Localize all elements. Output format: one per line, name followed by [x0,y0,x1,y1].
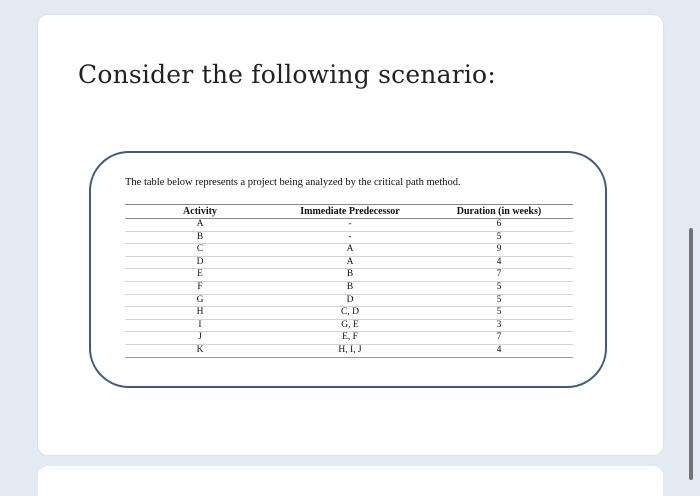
table-row [125,281,573,294]
predecessor-cell: H, I, J [275,344,425,357]
predecessor-cell: - [275,231,425,244]
table-row [125,219,573,232]
column-header-predecessor: Immediate Predecessor [275,205,425,219]
duration-cell: 3 [425,319,573,332]
next-card [38,466,663,496]
activity-cell: G [125,294,275,307]
predecessor-cell: - [275,219,425,232]
duration-cell: 4 [425,256,573,269]
table-row [125,332,573,345]
table-row [125,344,573,357]
activity-cell: K [125,344,275,357]
duration-cell: 9 [425,244,573,257]
duration-cell: 4 [425,344,573,357]
duration-cell: 6 [425,219,573,232]
duration-cell: 7 [425,332,573,345]
activity-cell: H [125,307,275,320]
figure-caption: The table below represents a project being analyzed by the critical path method. [125,177,461,188]
table-row [125,319,573,332]
duration-cell: 5 [425,307,573,320]
activity-cell: A [125,219,275,232]
table-row [125,269,573,282]
table-row [125,307,573,320]
table-row [125,244,573,257]
duration-cell: 7 [425,269,573,282]
activity-table [125,204,573,358]
activity-cell: I [125,319,275,332]
activity-cell: C [125,244,275,257]
column-header-duration: Duration (in weeks) [425,205,573,219]
predecessor-cell: A [275,244,425,257]
activity-cell: B [125,231,275,244]
table-row [125,231,573,244]
predecessor-cell: A [275,256,425,269]
table-header-row [125,205,573,219]
duration-cell: 5 [425,281,573,294]
activity-cell: F [125,281,275,294]
predecessor-cell: C, D [275,307,425,320]
duration-cell: 5 [425,231,573,244]
column-header-activity: Activity [125,205,275,219]
predecessor-cell: D [275,294,425,307]
page-heading: Consider the following scenario: [78,60,496,89]
predecessor-cell: E, F [275,332,425,345]
predecessor-cell: B [275,281,425,294]
table-row [125,294,573,307]
scrollbar[interactable] [689,228,693,480]
activity-cell: E [125,269,275,282]
activity-cell: D [125,256,275,269]
predecessor-cell: B [275,269,425,282]
table-row [125,256,573,269]
activity-cell: J [125,332,275,345]
predecessor-cell: G, E [275,319,425,332]
duration-cell: 5 [425,294,573,307]
